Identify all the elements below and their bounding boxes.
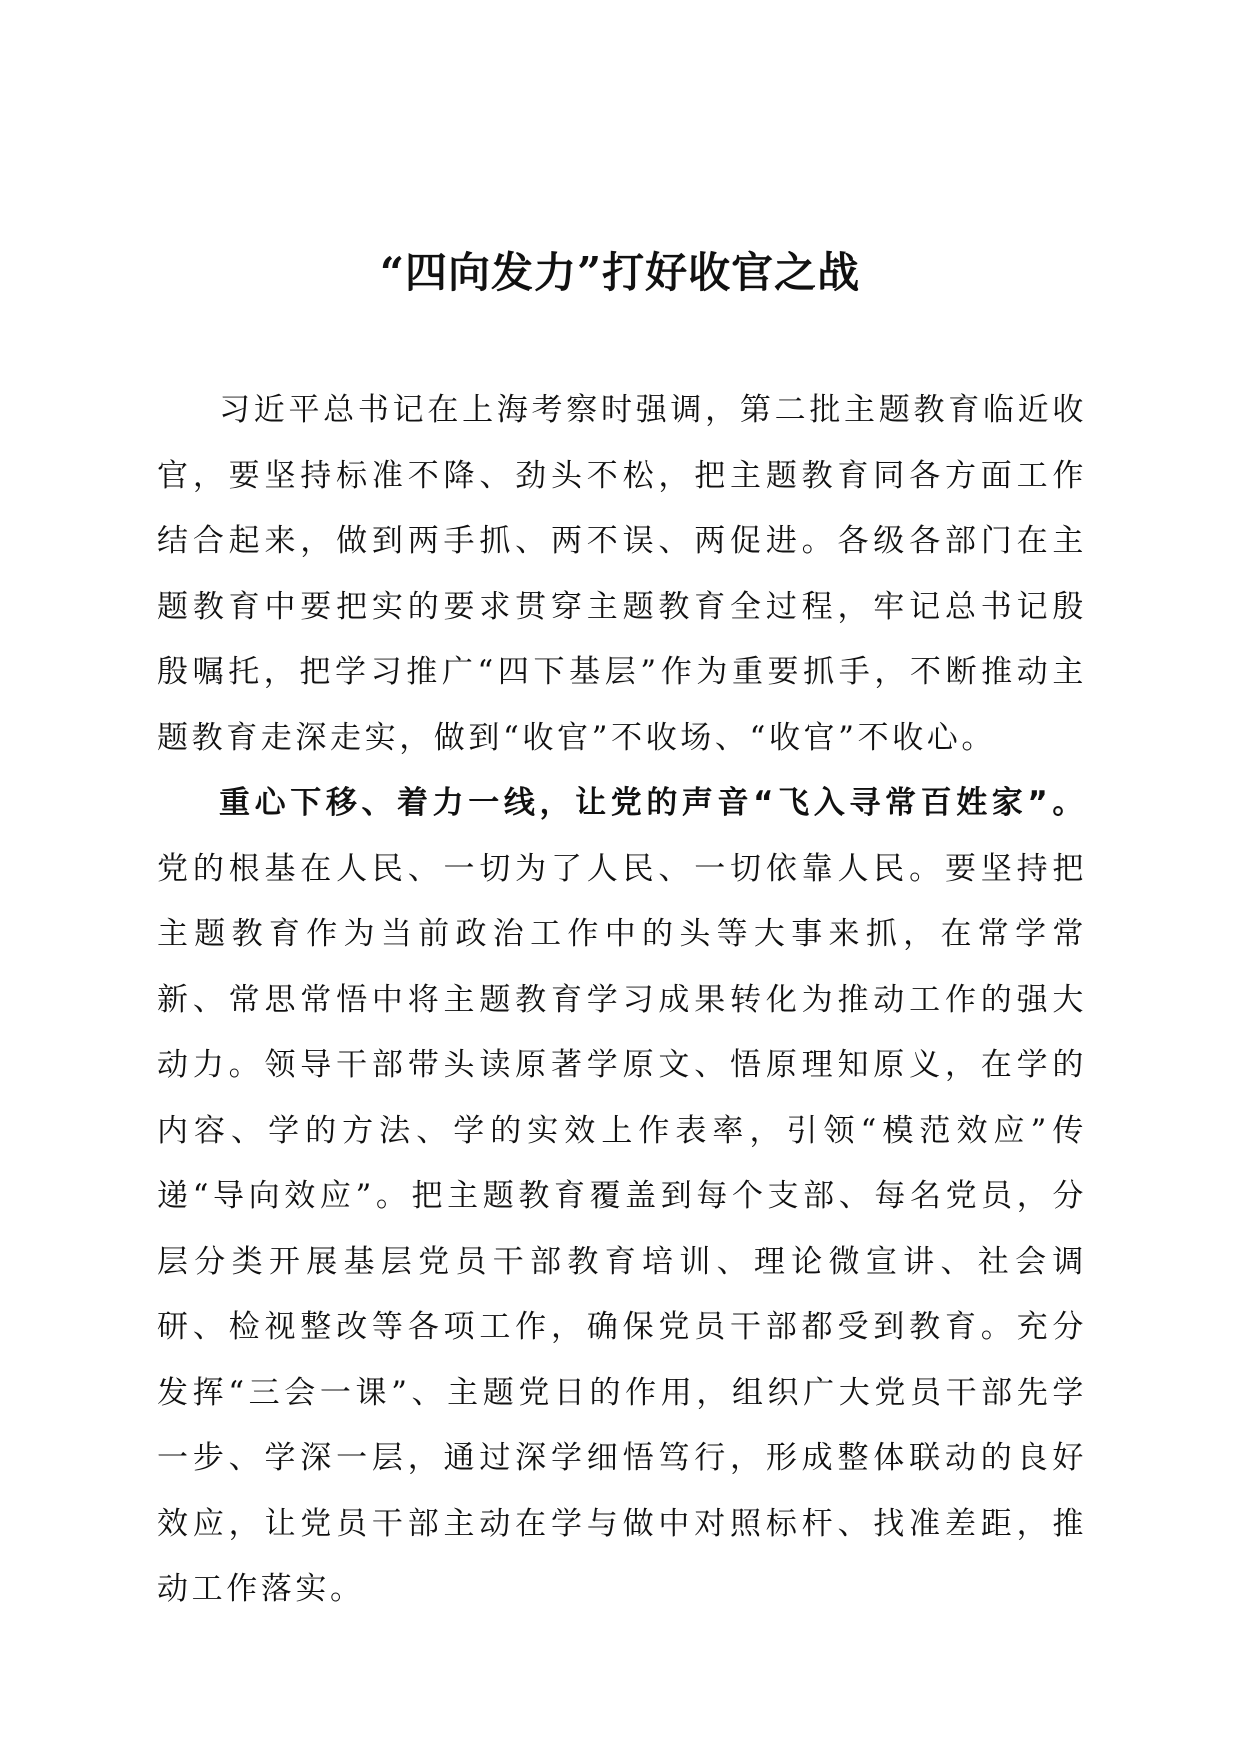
paragraph	[157, 378, 1087, 771]
document-title: “四向发力”打好收官之战	[379, 248, 861, 297]
paragraph-lead-heading: 重心下移、着力一线，让党的声音“飞入寻常百姓家”。	[219, 785, 1087, 821]
paragraph-text: 党的根基在人民、一切为了人民、一切依靠人民。要坚持把主题教育作为当前政治工作中的头等大事来抓，在常学常新、常思常悟中将主题教育学习成果转化为推动工作的强大动力。领导干部带头读原著学原文、悟原理知原义，在学的内容、学的方法、学的实效上作表率，引领“模范效应”传递“导向效应”。把主题教育覆盖到每个支部、每名党员，分层分类开展基层党员干部教育培训、理论微宣讲、社会调研、检视整改等各项工作，确保党员干部都受到教育。充分发挥“三会一课”、主题党日的作用，组织广大党员干部先学一步、学深一层，通过深学细悟笃行，形成整体联动的良好效应，让党员干部主动在学与做中对照标杆、找准差距，推动工作落实。	[157, 850, 1087, 1607]
paragraph-text: 习近平总书记在上海考察时强调，第二批主题教育临近收官，要坚持标准不降、劲头不松，把主题教育同各方面工作结合起来，做到两手抓、两不误、两促进。各级各部门在主题教育中要把实的要求贯穿主题教育全过程，牢记总书记殷殷嘱托，把学习推广“四下基层”作为重要抓手，不断推动主题教育走深走实，做到“收官”不收场、“收官”不收心。	[157, 392, 1087, 756]
document-body	[157, 378, 1087, 1623]
paragraph	[157, 771, 1087, 1623]
